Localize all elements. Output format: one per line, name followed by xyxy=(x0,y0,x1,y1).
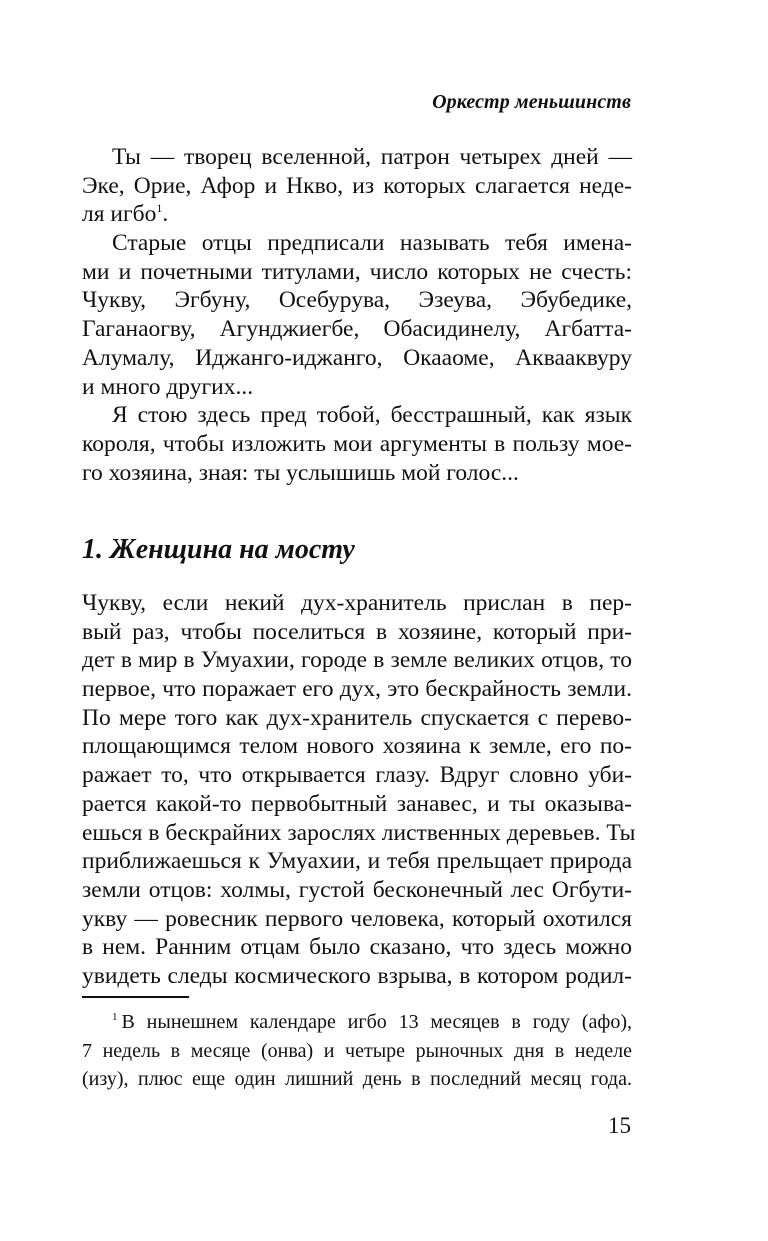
epigraph-line: Гаганаогву, Агунджиегбе, Обасидинелу, Агбатта- xyxy=(82,316,632,343)
body-line: приближаешься к Умуахии, и тебя прельщает природа xyxy=(82,848,632,875)
epigraph-line: и много других... xyxy=(82,373,254,400)
chapter-body xyxy=(82,589,636,991)
epigraph-line-text: ля игбо xyxy=(82,201,157,228)
body-line: По мере того как дух-хранитель спускается с перево- xyxy=(82,704,632,731)
chapter-title: 1. Женщина на мосту xyxy=(82,534,355,565)
epigraph-line-tail: . xyxy=(162,201,169,228)
body-line: в нем. Ранним отцам было сказано, что здесь можно xyxy=(82,934,632,961)
running-head: Оркестр меньшинств xyxy=(432,91,631,113)
epigraph-line xyxy=(82,200,632,229)
epigraph-line: Алумалу, Иджанго-иджанго, Окааоме, Аквааквуру xyxy=(82,344,632,371)
body-line: первое, что поражает его дух, это бескрайность земли. xyxy=(82,676,632,703)
epigraph-line: го хозяина, зная: ты услышишь мой голос... xyxy=(82,459,519,486)
body-line: увидеть следы космического взрыва, в котором родил- xyxy=(82,962,632,989)
epigraph-line: Чукву, Эгбуну, Осебурува, Эзеува, Эбубедике, xyxy=(82,287,632,314)
footnote-reference[interactable]: 1 xyxy=(156,201,163,216)
footnote-line: (изу), плюс еще один лишний день в последний месяц года. xyxy=(82,1068,632,1091)
body-line: ражает то, что открывается глазу. Вдруг словно уби- xyxy=(82,762,632,789)
footnote-marker: 1 xyxy=(112,1011,118,1023)
footnote-line-text: В нынешнем календаре игбо 13 месяцев в году (афо), xyxy=(121,1011,632,1033)
footnote-line: 7 недель в месяце (онва) и четыре рыночных дня в неделе xyxy=(82,1039,632,1062)
body-line: вый раз, чтобы поселиться в хозяине, который при- xyxy=(82,618,632,645)
body-line: дет в мир в Умуахии, городе в земле великих отцов, то xyxy=(82,647,632,674)
epigraph xyxy=(82,143,632,487)
body-line: рается какой-то первобытный занавес, и ты оказыва- xyxy=(82,790,632,817)
body-line: земли отцов: холмы, густой бесконечный лес Огбути- xyxy=(82,876,632,903)
footnote xyxy=(82,1008,632,1094)
body-line: укву — ровесник первого человека, который охотился xyxy=(82,905,632,932)
epigraph-line: ми и почетными титулами, число которых не счесть: xyxy=(82,258,632,285)
footnote-divider xyxy=(82,996,189,998)
epigraph-line: Эке, Орие, Афор и Нкво, из которых слагается неде- xyxy=(82,172,632,199)
page-number: 15 xyxy=(608,1113,631,1138)
epigraph-line: Я стою здесь пред тобой, бесстрашный, как язык xyxy=(112,402,632,429)
epigraph-line: Ты — творец вселенной, патрон четырех дней — xyxy=(112,144,632,170)
body-line: Чукву, если некий дух-хранитель прислан в пер- xyxy=(82,590,632,616)
epigraph-line: Старые отцы предписали называть тебя имена- xyxy=(112,230,632,257)
epigraph-line: короля, чтобы изложить мои аргументы в пользу мое- xyxy=(82,430,632,457)
footnote-line xyxy=(82,1008,632,1037)
body-line: площающимся телом нового хозяина к земле, его по- xyxy=(82,733,632,760)
body-line: ешься в бескрайних зарослях лиственных деревьев. Ты xyxy=(82,819,636,846)
